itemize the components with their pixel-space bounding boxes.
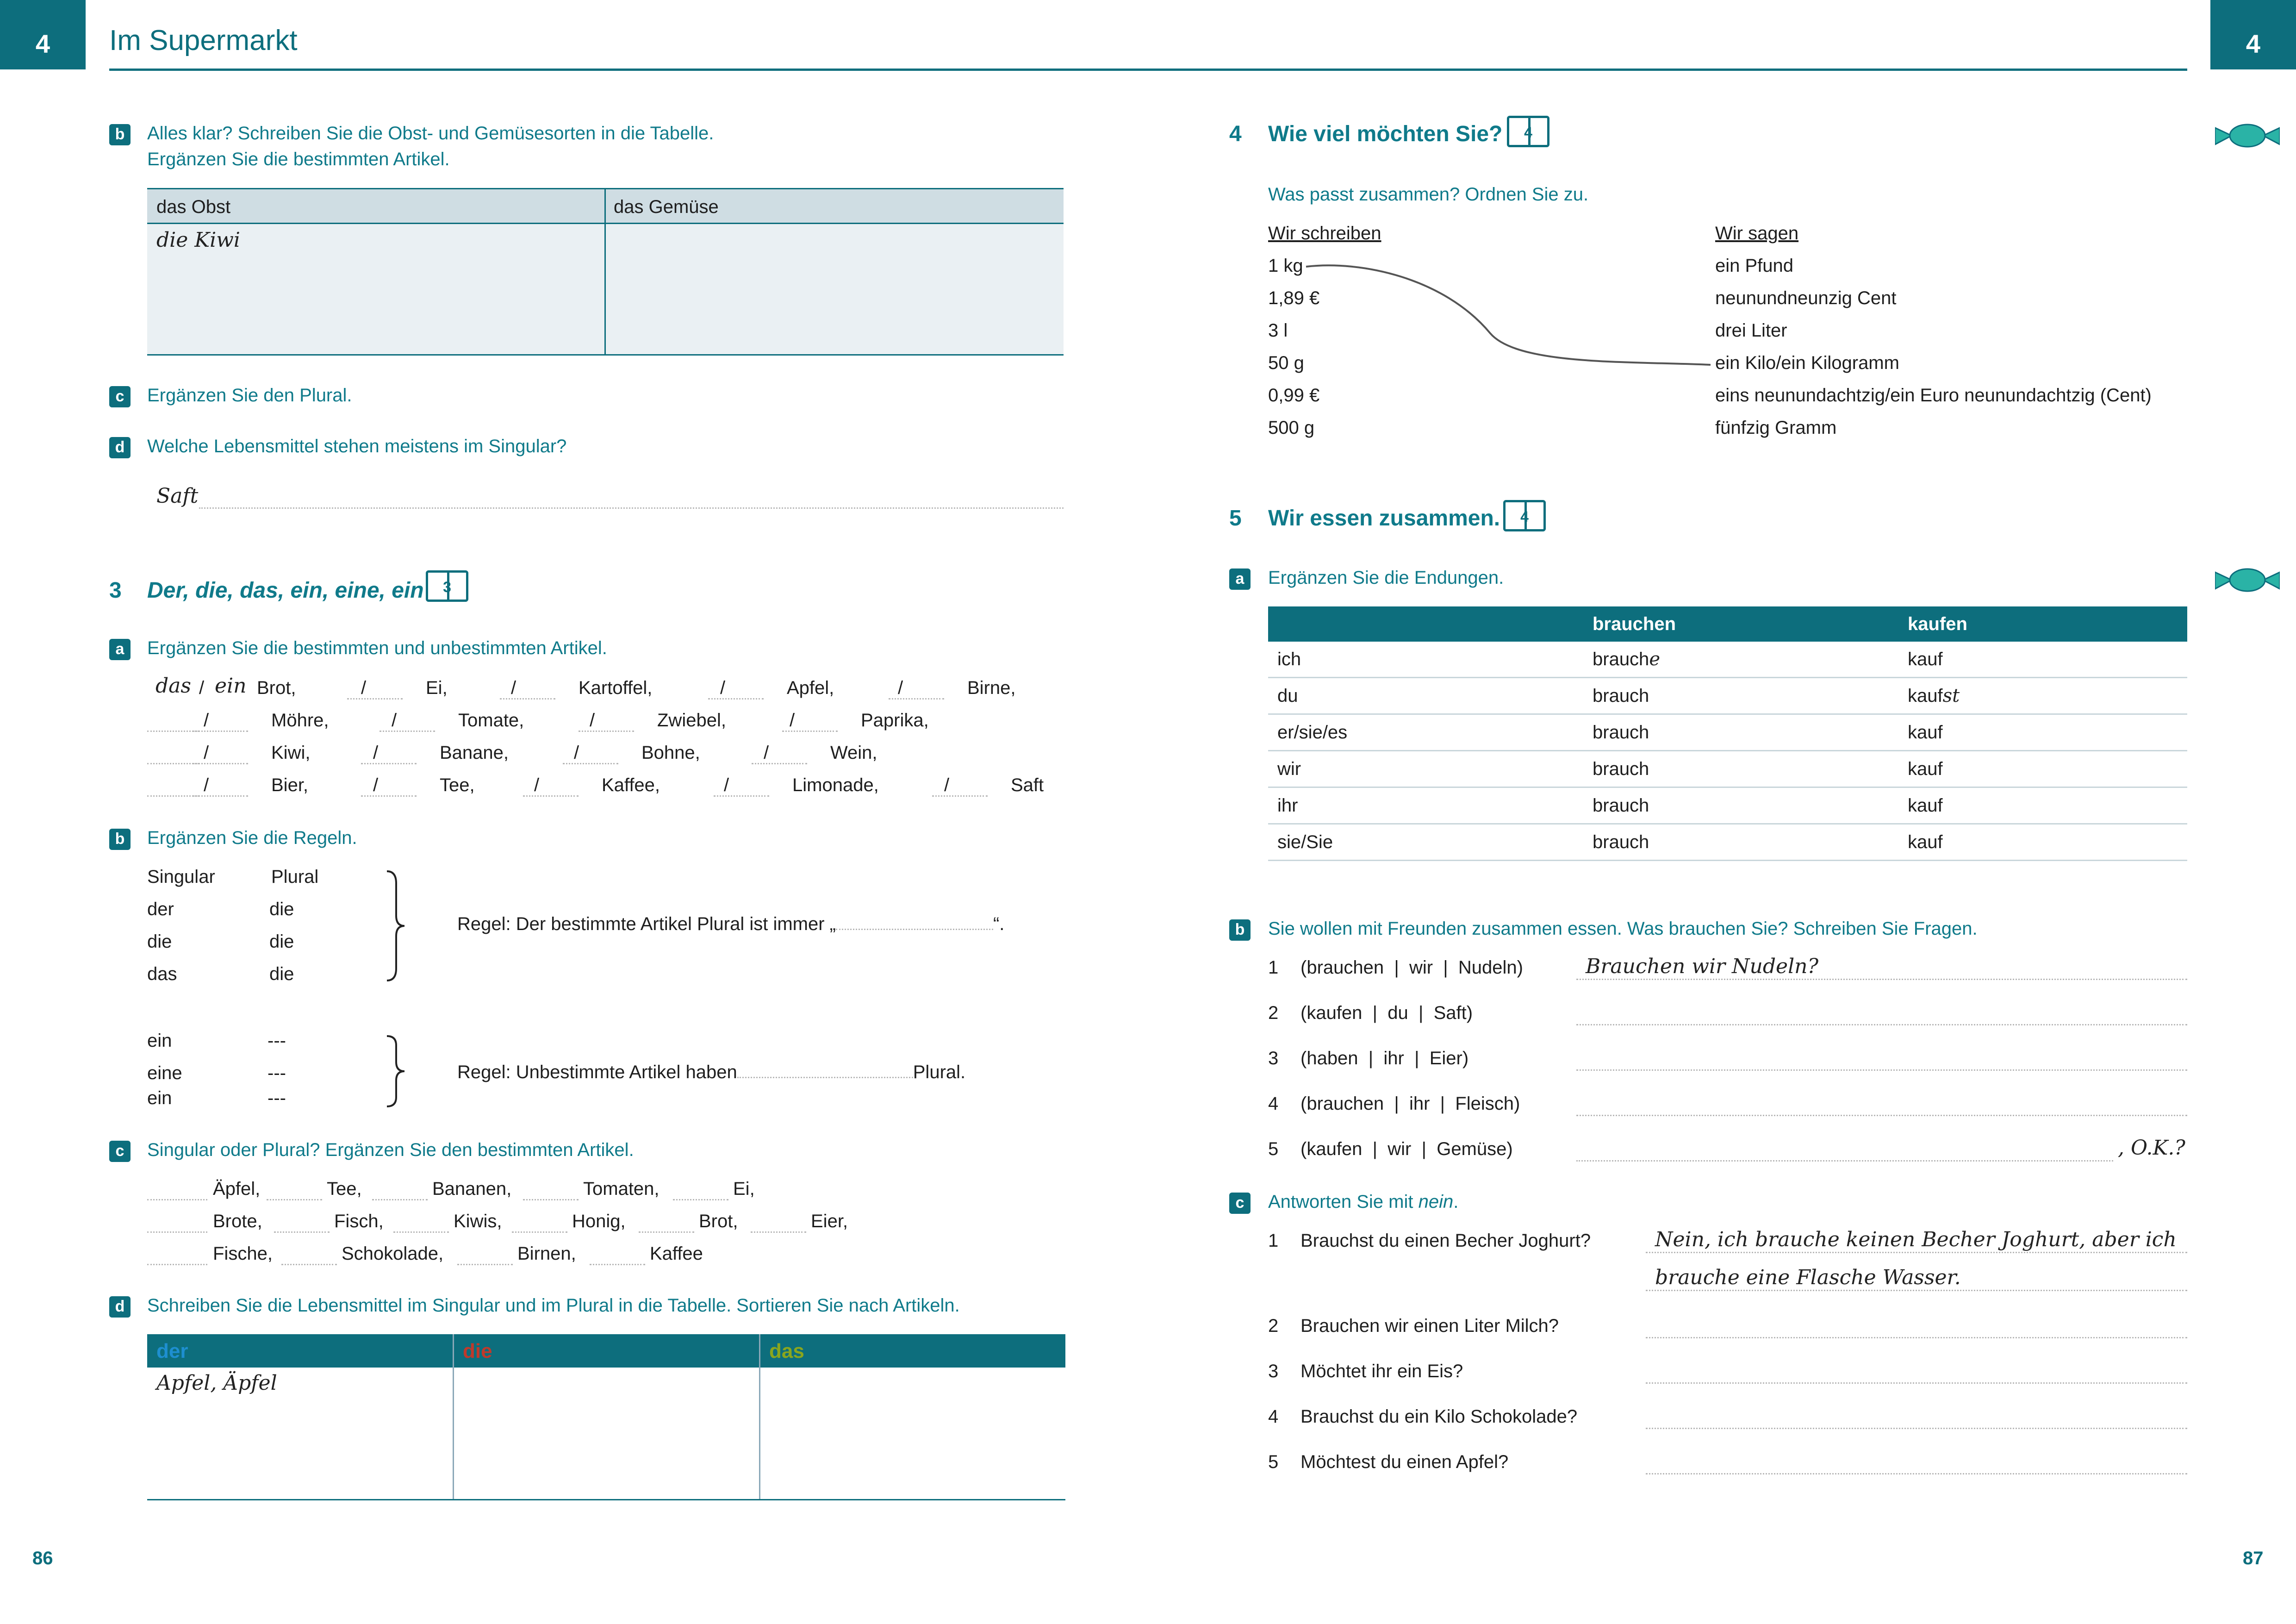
task-letter-d: d bbox=[109, 1296, 131, 1318]
item-question: Brauchen wir einen Liter Milch? bbox=[1300, 1316, 1559, 1336]
instruction: Ergänzen Sie die bestimmten und unbestimmten Artikel. bbox=[147, 638, 607, 658]
word: Tee, bbox=[440, 775, 475, 795]
answer-blank[interactable] bbox=[752, 763, 807, 764]
column-header-gemuese: das Gemüse bbox=[614, 197, 719, 217]
slash: / bbox=[361, 678, 367, 698]
word: Tomaten, bbox=[583, 1179, 660, 1199]
fruit-vegetable-table bbox=[147, 188, 1064, 356]
plural-article: --- bbox=[268, 1031, 286, 1051]
singular-article: der bbox=[147, 899, 174, 919]
header-plural: Plural bbox=[271, 867, 319, 887]
table-row bbox=[1268, 787, 2187, 824]
answer-blank[interactable] bbox=[147, 731, 199, 732]
answer-blank[interactable] bbox=[147, 1231, 207, 1233]
kaufen-form[interactable]: kauf bbox=[1898, 751, 2187, 787]
instruction: Sie wollen mit Freunden zusammen essen. Was brauchen Sie? Schreiben Sie Fragen. bbox=[1268, 918, 1978, 939]
example-answer: Apfel, Äpfel bbox=[156, 1371, 277, 1395]
pronoun: sie/Sie bbox=[1268, 824, 1583, 861]
instruction: Ergänzen Sie die Regeln. bbox=[147, 828, 357, 848]
exercise-title: Der, die, das, ein, eine, ein bbox=[147, 578, 424, 603]
slash: / bbox=[720, 678, 726, 698]
curly-brace bbox=[382, 1034, 405, 1108]
word: Honig, bbox=[572, 1211, 626, 1231]
answer-line[interactable] bbox=[199, 507, 1064, 509]
answer-blank[interactable] bbox=[372, 1199, 428, 1200]
spoken-form: ein Kilo/ein Kilogramm bbox=[1715, 353, 1899, 373]
slash: / bbox=[373, 743, 379, 763]
answer-blank[interactable] bbox=[836, 929, 993, 930]
answer-blank[interactable] bbox=[274, 1231, 330, 1233]
singular-article: ein bbox=[147, 1088, 172, 1108]
slash: / bbox=[204, 775, 209, 795]
header-wir-sagen: Wir sagen bbox=[1715, 223, 1799, 244]
item-number: 5 bbox=[1268, 1139, 1279, 1159]
brauchen-form[interactable]: brauch bbox=[1583, 824, 1898, 861]
word: Schokolade, bbox=[342, 1243, 444, 1264]
answer-line[interactable] bbox=[1576, 1160, 2113, 1162]
book-icon: 4 bbox=[1503, 500, 1546, 531]
answer-line[interactable] bbox=[1576, 1069, 2187, 1071]
slash: / bbox=[790, 710, 795, 731]
example-answer-line-2: brauche eine Flasche Wasser. bbox=[1655, 1266, 1961, 1289]
task-letter-a: a bbox=[1229, 568, 1251, 590]
instruction: Welche Lebensmittel stehen meistens im Singular? bbox=[147, 436, 567, 456]
word: Fisch, bbox=[334, 1211, 384, 1231]
singular-article: die bbox=[147, 931, 172, 952]
candy-icon bbox=[2215, 119, 2280, 152]
answer-line[interactable] bbox=[1576, 1115, 2187, 1116]
word: Möhre, bbox=[271, 710, 329, 731]
written-form: 1,89 € bbox=[1268, 288, 1320, 308]
brauchen-form[interactable]: brauch bbox=[1583, 751, 1898, 787]
table-row bbox=[1268, 714, 2187, 751]
item-number: 2 bbox=[1268, 1316, 1279, 1336]
conjugation-table bbox=[1268, 606, 2187, 861]
answer-blank[interactable] bbox=[361, 795, 417, 797]
page-number-right: 87 bbox=[2243, 1548, 2264, 1568]
word: Wein, bbox=[830, 743, 877, 763]
spoken-form: drei Liter bbox=[1715, 320, 1787, 341]
word: Kartoffel, bbox=[579, 678, 653, 698]
matching-line bbox=[1305, 259, 1712, 370]
instruction: Ergänzen Sie die Endungen. bbox=[1268, 568, 1504, 588]
answer-line[interactable] bbox=[1576, 979, 2187, 980]
word: Kiwi, bbox=[271, 743, 311, 763]
slash: / bbox=[534, 775, 540, 795]
answer-blank[interactable] bbox=[500, 698, 555, 700]
example-answer: das bbox=[156, 674, 191, 698]
answer-blank[interactable] bbox=[523, 1199, 579, 1200]
column-header-kaufen: kaufen bbox=[1908, 613, 1967, 634]
brauchen-form[interactable]: brauch bbox=[1583, 678, 1898, 714]
word: Apfel, bbox=[787, 678, 834, 698]
task-letter-b: b bbox=[109, 124, 131, 145]
answer-blank[interactable] bbox=[281, 1264, 337, 1265]
answer-line[interactable] bbox=[1576, 1024, 2187, 1025]
table-row bbox=[1268, 824, 2187, 861]
item-number: 3 bbox=[1268, 1361, 1279, 1381]
word: Tee, bbox=[327, 1179, 362, 1199]
word: Birne, bbox=[967, 678, 1016, 698]
example-answer-line-1: Nein, ich brauche keinen Becher Joghurt, aber ich bbox=[1655, 1228, 2177, 1251]
answer-blank[interactable] bbox=[673, 1199, 728, 1200]
answer-line[interactable] bbox=[1646, 1337, 2187, 1338]
kaufen-form[interactable]: kauf bbox=[1898, 642, 2187, 678]
table-row bbox=[1268, 751, 2187, 787]
exercise-number: 5 bbox=[1229, 506, 1242, 531]
slash: / bbox=[204, 743, 209, 763]
column-header-obst: das Obst bbox=[156, 197, 231, 217]
slash: / bbox=[511, 678, 516, 698]
answer-blank[interactable] bbox=[639, 1231, 694, 1233]
answer-blank[interactable] bbox=[563, 763, 618, 764]
brauchen-form[interactable]: brauche bbox=[1583, 642, 1898, 678]
answer-blank[interactable] bbox=[393, 1231, 449, 1233]
word: Brot, bbox=[257, 678, 296, 698]
answer-blank[interactable] bbox=[193, 731, 248, 732]
word: Ei, bbox=[426, 678, 448, 698]
answer-blank[interactable] bbox=[457, 1264, 513, 1265]
exercise-title: Wir essen zusammen. bbox=[1268, 506, 1500, 531]
instruction: Ergänzen Sie den Plural. bbox=[147, 385, 352, 406]
slash: / bbox=[574, 743, 579, 763]
instruction: Schreiben Sie die Lebensmittel im Singular und im Plural in die Tabelle. Sortieren Sie nach Artikeln. bbox=[147, 1295, 960, 1316]
item-question: Brauchst du ein Kilo Schokolade? bbox=[1300, 1406, 1578, 1427]
word: Tomate, bbox=[458, 710, 524, 731]
brauchen-form[interactable]: brauch bbox=[1583, 787, 1898, 824]
written-form: 1 kg bbox=[1268, 256, 1303, 276]
candy-icon bbox=[2215, 564, 2280, 596]
task-letter-b: b bbox=[1229, 919, 1251, 941]
answer-blank[interactable] bbox=[708, 698, 764, 700]
item-number: 2 bbox=[1268, 1003, 1279, 1023]
answer-blank[interactable] bbox=[361, 763, 417, 764]
item-number: 4 bbox=[1268, 1406, 1279, 1427]
word: Birnen, bbox=[517, 1243, 576, 1264]
slash: / bbox=[724, 775, 729, 795]
article-sort-table bbox=[147, 1334, 1065, 1500]
singular-article: eine bbox=[147, 1063, 182, 1083]
answer-blank[interactable] bbox=[193, 795, 248, 797]
word: Kaffee, bbox=[602, 775, 660, 795]
task-letter-c: c bbox=[109, 386, 131, 407]
answer-blank[interactable] bbox=[147, 1264, 207, 1265]
answer-line[interactable] bbox=[1646, 1290, 2187, 1291]
pronoun: er/sie/es bbox=[1268, 714, 1583, 751]
answer-line[interactable] bbox=[1646, 1473, 2187, 1474]
book-icon: 4 bbox=[1507, 116, 1549, 147]
column-header-brauchen: brauchen bbox=[1593, 613, 1676, 634]
word: Fische, bbox=[213, 1243, 273, 1264]
pronoun: ihr bbox=[1268, 787, 1583, 824]
brauchen-form[interactable]: brauch bbox=[1583, 714, 1898, 751]
word: Bohne, bbox=[641, 743, 700, 763]
page-number-left: 86 bbox=[32, 1548, 53, 1568]
item-number: 5 bbox=[1268, 1452, 1279, 1472]
pronoun: wir bbox=[1268, 751, 1583, 787]
column-header-der: der bbox=[156, 1340, 188, 1362]
book-icon: 3 bbox=[426, 570, 468, 602]
kaufen-form[interactable]: kauf bbox=[1898, 787, 2187, 824]
task-letter-a: a bbox=[109, 639, 131, 660]
written-form: 3 l bbox=[1268, 320, 1288, 341]
word: Brote, bbox=[213, 1211, 262, 1231]
item-question: Möchtet ihr ein Eis? bbox=[1300, 1361, 1463, 1381]
spoken-form: eins neunundachtzig/ein Euro neunundachtzig (Cent) bbox=[1715, 385, 2152, 406]
column-header-das: das bbox=[769, 1340, 804, 1362]
task-letter-c: c bbox=[1229, 1193, 1251, 1214]
chapter-tab-right: 4 bbox=[2210, 0, 2296, 69]
item-prompt: (brauchen | wir | Nudeln) bbox=[1300, 957, 1523, 978]
answer-blank[interactable] bbox=[267, 1199, 322, 1200]
word: Kiwis, bbox=[454, 1211, 502, 1231]
answer-line[interactable] bbox=[1646, 1428, 2187, 1429]
pronoun: du bbox=[1268, 678, 1583, 714]
plural-article: --- bbox=[268, 1063, 286, 1083]
answer-blank[interactable] bbox=[147, 763, 199, 764]
answer-blank[interactable] bbox=[380, 731, 435, 732]
answer-blank[interactable] bbox=[147, 795, 199, 797]
item-question: Brauchst du einen Becher Joghurt? bbox=[1300, 1230, 1591, 1251]
item-number: 1 bbox=[1268, 1230, 1279, 1251]
word: Bananen, bbox=[432, 1179, 512, 1199]
word: Ei, bbox=[733, 1179, 755, 1199]
word: Brot, bbox=[699, 1211, 738, 1231]
example-answer: die Kiwi bbox=[156, 228, 240, 252]
answer-blank[interactable] bbox=[147, 1199, 207, 1200]
task-letter-d: d bbox=[109, 437, 131, 458]
answer-blank[interactable] bbox=[523, 795, 579, 797]
answer-blank[interactable] bbox=[347, 698, 403, 700]
rule-2: Regel: Unbestimmte Artikel haben Plural. bbox=[457, 1062, 966, 1082]
answer-line[interactable] bbox=[1646, 1382, 2187, 1384]
table-row bbox=[1268, 678, 2187, 714]
item-prompt: (haben | ihr | Eier) bbox=[1300, 1048, 1469, 1068]
kaufen-form[interactable]: kauf bbox=[1898, 714, 2187, 751]
answer-blank[interactable] bbox=[193, 763, 248, 764]
rule-1: Regel: Der bestimmte Artikel Plural ist immer „ “. bbox=[457, 914, 1005, 934]
slash: / bbox=[764, 743, 769, 763]
slash: / bbox=[373, 775, 379, 795]
header-rule bbox=[109, 69, 2187, 71]
slash: / bbox=[199, 678, 205, 698]
instruction: Alles klar? Schreiben Sie die Obst- und Gemüsesorten in die Tabelle. bbox=[147, 123, 714, 144]
slash: / bbox=[204, 710, 209, 731]
header-wir-schreiben: Wir schreiben bbox=[1268, 223, 1381, 244]
word: Kaffee bbox=[650, 1243, 703, 1264]
answer-blank[interactable] bbox=[932, 795, 988, 797]
item-question: Möchtest du einen Apfel? bbox=[1300, 1452, 1509, 1472]
slash: / bbox=[898, 678, 903, 698]
written-form: 500 g bbox=[1268, 418, 1315, 438]
word: Eier, bbox=[811, 1211, 848, 1231]
instruction: Antworten Sie mit nein. bbox=[1268, 1192, 1459, 1212]
instruction: Was passt zusammen? Ordnen Sie zu. bbox=[1268, 184, 1589, 205]
word: Limonade, bbox=[792, 775, 879, 795]
written-form: 0,99 € bbox=[1268, 385, 1320, 406]
answer-blank[interactable] bbox=[714, 795, 769, 797]
answer-blank[interactable] bbox=[512, 1231, 567, 1233]
answer-blank[interactable] bbox=[737, 1077, 913, 1078]
plural-article: --- bbox=[268, 1088, 286, 1108]
task-letter-c: c bbox=[109, 1141, 131, 1162]
instruction: Singular oder Plural? Ergänzen Sie den bestimmten Artikel. bbox=[147, 1140, 634, 1160]
exercise-number: 4 bbox=[1229, 122, 1242, 146]
table-row bbox=[1268, 642, 2187, 678]
example-answer: Saft bbox=[156, 484, 199, 508]
spoken-form: fünfzig Gramm bbox=[1715, 418, 1837, 438]
word: Zwiebel, bbox=[657, 710, 726, 731]
word: Bier, bbox=[271, 775, 309, 795]
column-header-die: die bbox=[463, 1340, 492, 1362]
spoken-form: ein Pfund bbox=[1715, 256, 1794, 276]
item-number: 3 bbox=[1268, 1048, 1279, 1068]
item-number: 4 bbox=[1268, 1093, 1279, 1114]
spoken-form: neunundneunzig Cent bbox=[1715, 288, 1897, 308]
curly-brace bbox=[382, 869, 405, 982]
written-form: 50 g bbox=[1268, 353, 1304, 373]
example-answer: ein bbox=[215, 674, 247, 698]
answer-line[interactable] bbox=[1646, 1252, 2187, 1253]
page-title: Im Supermarkt bbox=[109, 25, 298, 56]
example-answer: Brauchen wir Nudeln? bbox=[1586, 955, 1819, 978]
word: Äpfel, bbox=[213, 1179, 261, 1199]
instruction: Ergänzen Sie die bestimmten Artikel. bbox=[147, 149, 450, 169]
answer-blank[interactable] bbox=[579, 731, 634, 732]
item-prompt: (kaufen | du | Saft) bbox=[1300, 1003, 1473, 1023]
slash: / bbox=[944, 775, 950, 795]
kaufen-form[interactable]: kauf bbox=[1898, 824, 2187, 861]
word: Saft bbox=[1011, 775, 1044, 795]
chapter-tab-left: 4 bbox=[0, 0, 86, 69]
item-prompt: (brauchen | ihr | Fleisch) bbox=[1300, 1093, 1520, 1114]
singular-article: das bbox=[147, 964, 177, 984]
task-letter-b: b bbox=[109, 829, 131, 850]
kaufen-form[interactable]: kaufst bbox=[1898, 678, 2187, 714]
word: Banane, bbox=[440, 743, 509, 763]
exercise-number: 3 bbox=[109, 578, 122, 603]
exercise-title: Wie viel möchten Sie? bbox=[1268, 122, 1503, 146]
plural-article: die bbox=[269, 899, 294, 919]
pronoun: ich bbox=[1268, 642, 1583, 678]
header-singular: Singular bbox=[147, 867, 215, 887]
answer-blank[interactable] bbox=[590, 1264, 645, 1265]
answer-blank[interactable] bbox=[751, 1231, 806, 1233]
item-number: 1 bbox=[1268, 957, 1279, 978]
slash: / bbox=[590, 710, 595, 731]
plural-article: die bbox=[269, 931, 294, 952]
plural-article: die bbox=[269, 964, 294, 984]
word: Paprika, bbox=[861, 710, 929, 731]
answer-blank[interactable] bbox=[889, 698, 944, 700]
slash: / bbox=[392, 710, 397, 731]
answer-suffix: , O.K.? bbox=[2118, 1136, 2185, 1160]
item-prompt: (kaufen | wir | Gemüse) bbox=[1300, 1139, 1513, 1159]
singular-article: ein bbox=[147, 1031, 172, 1051]
